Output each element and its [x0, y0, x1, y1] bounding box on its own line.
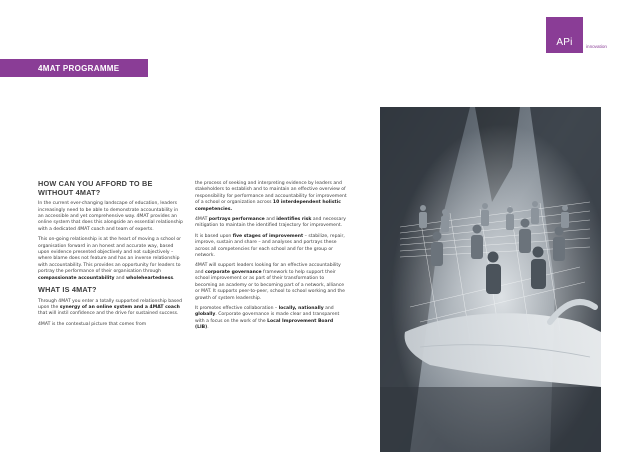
emphasis-stages: five stages of improvement — [232, 233, 304, 239]
api-logo — [546, 17, 583, 53]
paragraph-process: the process of seeking and interpreting evidence by leaders and stakeholders to establish and to maintain an effective overview of responsibility for performance and accountability for improvement of a school or organization across 10 interdependent holistic competencies. — [195, 181, 347, 212]
heading-what-is: WHAT IS 4MAT? — [38, 285, 97, 295]
emphasis-competencies: 10 interdependent holistic competencies. — [195, 200, 341, 212]
emphasis-wholeheartedness: wholeheartedness — [125, 275, 174, 281]
emphasis-risk: identifies risk — [276, 217, 312, 223]
text-column-middle — [195, 181, 347, 336]
paragraph-support: 4MAT will support leaders looking for an effective accountability and corporate governance framework to help support their school improvement or as part of their transformation to becoming an academy or to becoming part of a network, alliance or MAT. It supports peer-to-peer, school to school working and the growth of system leadership. — [195, 263, 345, 301]
paragraph-landscape: In the current ever-changing landscape of education, leaders increasingly need to be able to demonstrate accountability in an accessible and yet comprehensive way. 4MAT provides an online system that does this alongside an essential relationship with a dedicated 4MAT coach and team of experts. — [38, 201, 183, 232]
heading-afford: HOW CAN YOU AFFORD TO BE WITHOUT 4MAT? — [38, 179, 153, 197]
banner-title: 4MAT PROGRAMME — [38, 63, 120, 73]
emphasis-globally: globally — [195, 312, 216, 318]
paragraph-contextual: 4MAT is the contextual picture that comes from — [38, 321, 147, 327]
emphasis-portrays: portrays performance — [208, 217, 265, 223]
logo-text: APi — [556, 37, 573, 48]
programme-banner — [0, 59, 148, 77]
paragraph-through: Through 4MAT you enter a totally supported relationship based upon the synergy of an online system and a 4MAT coach that will instil confidence and the drive for sustained success. — [38, 298, 182, 317]
emphasis-synergy: synergy of an online system and a 4MAT coach — [59, 305, 180, 311]
paragraph-collaboration: It promotes effective collaboration – locally, nationally and globally. Corporate governance is made clear and transparent with a focus on the work of the Local Improvement Board (LIB). — [195, 305, 340, 331]
emphasis-compassionate: compassionate accountability — [38, 275, 115, 281]
paragraph-relationship: This on-going relationship is at the heart of moving a school or organisation forward in an honest and accurate way, based upon evidence presented objectively and not subjectively – where blame does not feature and has an inverse relationship with accountability. This provides an opportunity for leaders to portray the performance of their organisation through compassionate accountability and wholeheartedness. — [38, 237, 182, 281]
paragraph-portrays: 4MAT portrays performance and identifies risk and necessary mitigation to maintain the identified trajectory for improvement. — [195, 217, 346, 229]
emphasis-lib: Local Improvement Board (LIB) — [195, 318, 334, 331]
emphasis-governance: corporate governance — [205, 269, 262, 275]
network-hand-photo — [380, 107, 601, 452]
logo-tagline: innovation — [586, 44, 607, 49]
photo-illustration — [380, 107, 601, 452]
paragraph-stages: It is based upon five stages of improvement – stabilize, repair, improve, sustain and share – and analyses and portrays these across all competencies for each school and for the group or network. — [195, 233, 345, 259]
text-column-left — [38, 180, 185, 332]
emphasis-locally: locally, nationally — [278, 305, 324, 311]
